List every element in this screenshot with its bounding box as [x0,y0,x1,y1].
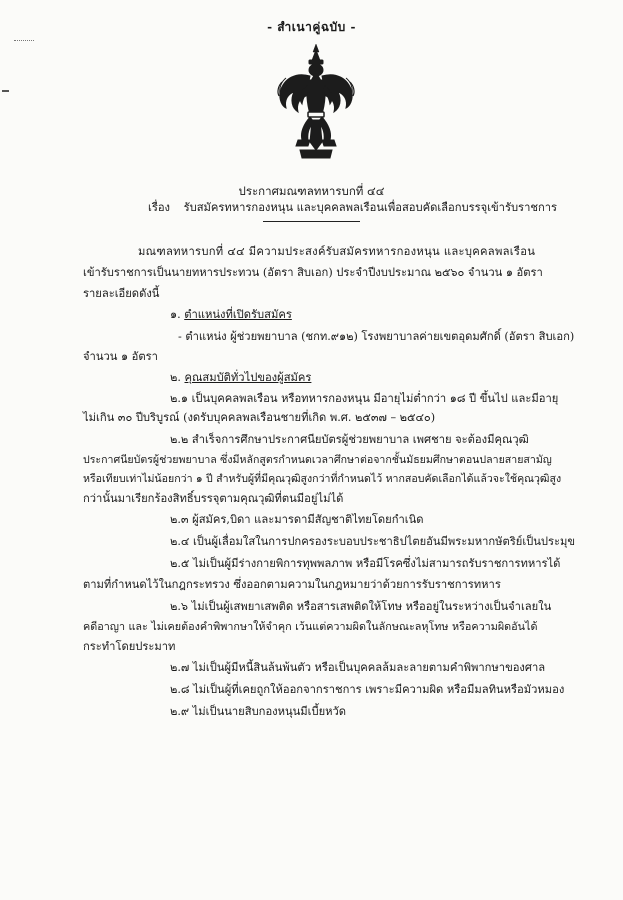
section-2-number: ๒. [170,371,181,384]
subject-text: รับสมัครทหารกองหนุน และบุคคลพลเรือนเพื่อสอบคัดเลือกบรรจุเข้ารับราชการ [183,201,558,214]
section-1-title: ตำแหน่งที่เปิดรับสมัคร [184,308,292,321]
intro-line-2: เข้ารับราชการเป็นนายทหารประทวน (อัตรา สิบเอก) ประจำปีงบประมาณ ๒๕๖๐ จำนวน ๑ อัตรา [83,266,543,279]
qualification-line: ๒.๓ ผู้สมัคร,บิดา และมารดามีสัญชาติไทยโดยกำเนิด [170,513,424,526]
qualification-line: ๒.๕ ไม่เป็นผู้มีร่างกายพิการทุพพลภาพ หรือมีโรคซึ่งไม่สามารถรับราชการทหารได้ [170,557,561,570]
qualification-line: ๒.๙ ไม่เป็นนายสิบกองหนุนมีเบี้ยหวัด [170,705,347,718]
scan-artifact [2,90,9,92]
qualification-line: ๒.๑ เป็นบุคคลพลเรือน หรือทหารกองหนุน มีอายุไม่ต่ำกว่า ๑๘ ปี ขึ้นไป และมีอายุ [170,392,559,405]
qualification-line: ๒.๘ ไม่เป็นผู้ที่เคยถูกให้ออกจากราชการ เพราะมีความผิด หรือมีมลทินหรือมัวหมอง [170,683,565,696]
qualification-line: คดีอาญา และ ไม่เคยต้องคำพิพากษาให้จำคุก เว้นแต่ความผิดในลักษณะลหุโทษ หรือความผิดอันได้ [83,620,538,633]
divider [263,221,360,222]
qualification-line: ๒.๔ เป็นผู้เลื่อมใสในการปกครองระบอบประชาธิปไตยอันมีพระมหากษัตริย์เป็นประมุข [170,535,576,548]
scan-artifact [14,40,34,43]
section-1-count: จำนวน ๑ อัตรา [83,350,158,363]
announcement-title: ประกาศมณฑลทหารบกที่ ๔๔ [238,184,385,198]
section-1-position: - ตำแหน่ง ผู้ช่วยพยาบาล (ชกท.๙๑๒) โรงพยาบาลค่ายเขตอุดมศักดิ์ (อัตรา สิบเอก) [178,330,575,343]
qualification-line: ประกาศนียบัตรผู้ช่วยพยาบาล ซึ่งมีหลักสูตรกำหนดเวลาศึกษาต่อจากชั้นมัธยมศึกษาตอนปลายสายสามัญ [83,454,552,466]
copy-mark: - สำเนาคู่ฉบับ - [267,20,356,34]
intro-line-1: มณฑลทหารบกที่ ๔๔ มีความประสงค์รับสมัครทหารกองหนุน และบุคคลพลเรือน [138,245,536,258]
qualification-line: หรือเทียบเท่าไม่น้อยกว่า ๑ ปี สำหรับผู้ที่มีคุณวุฒิสูงกว่าที่กำหนดไว้ หากสอบคัดเลือกได้แล้วจะใช้คุณวุฒิสูง [83,473,562,485]
subject-line [148,201,557,215]
qualification-line: ตามที่กำหนดไว้ในกฎกระทรวง ซึ่งออกตามความในกฎหมายว่าด้วยการรับราชการทหาร [83,578,501,591]
qualification-line: กว่านั้นมาเรียกร้องสิทธิ์บรรจุตามคุณวุฒิที่ตนมีอยู่ไม่ได้ [83,492,344,505]
qualification-line: ๒.๒ สำเร็จการศึกษาประกาศนียบัตรผู้ช่วยพยาบาล เพศชาย จะต้องมีคุณวุฒิ [170,433,529,446]
intro-line-3: รายละเอียดดังนี้ [83,287,160,300]
section-1-heading [170,308,292,322]
garuda-emblem-icon [276,42,356,160]
qualification-line: ๒.๗ ไม่เป็นผู้มีหนี้สินล้นพ้นตัว หรือเป็นบุคคลล้มละลายตามคำพิพากษาของศาล [170,661,546,674]
qualification-line: ไม่เกิน ๓๐ ปีบริบูรณ์ (งดรับบุคคลพลเรือนชายที่เกิด พ.ศ. ๒๕๓๗ – ๒๕๔๐) [83,411,436,424]
section-2-heading [170,371,311,385]
subject-label: เรื่อง [148,201,171,214]
section-2-title: คุณสมบัติทั่วไปของผู้สมัคร [184,371,312,384]
qualification-line: ๒.๖ ไม่เป็นผู้เสพยาเสพติด หรือสารเสพติดให้โทษ หรืออยู่ในระหว่างเป็นจำเลยใน [170,600,552,613]
section-1-number: ๑. [170,308,181,321]
qualification-line: กระทำโดยประมาท [83,640,176,653]
